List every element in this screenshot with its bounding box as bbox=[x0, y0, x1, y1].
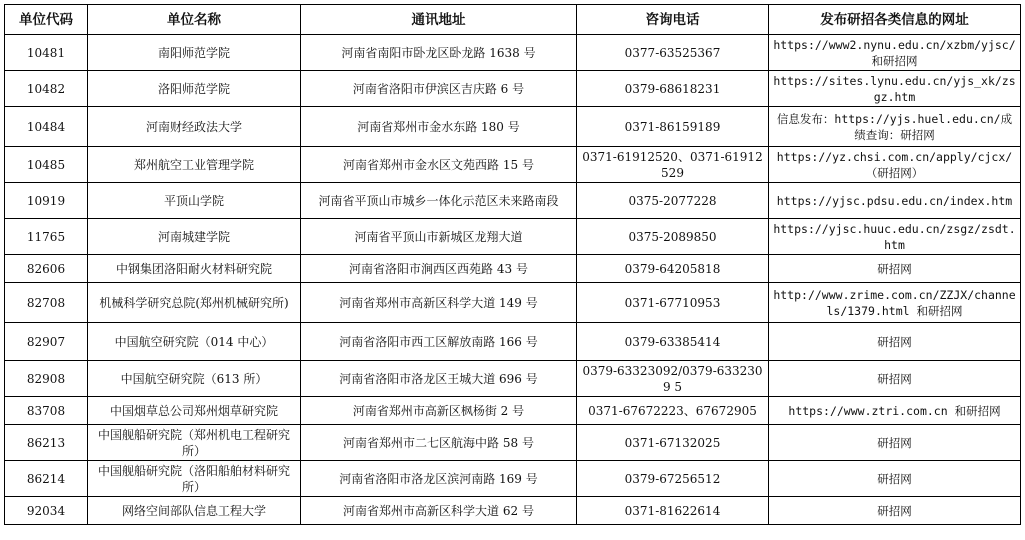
table-row bbox=[5, 71, 1021, 107]
cell-code: 82908 bbox=[5, 361, 88, 397]
table-row bbox=[5, 183, 1021, 219]
cell-phone: 0379-63385414 bbox=[577, 323, 769, 361]
cell-code: 10485 bbox=[5, 147, 88, 183]
cell-website: http://www.zrime.com.cn/ZZJX/channels/1379.html 和研招网 bbox=[769, 283, 1021, 323]
cell-website: 研招网 bbox=[769, 255, 1021, 283]
header-name: 单位名称 bbox=[88, 5, 301, 35]
table-row bbox=[5, 255, 1021, 283]
cell-address: 河南省洛阳市洛龙区王城大道 696 号 bbox=[301, 361, 577, 397]
cell-code: 11765 bbox=[5, 219, 88, 255]
table-header bbox=[5, 5, 1021, 35]
cell-website: https://yz.chsi.com.cn/apply/cjcx/（研招网） bbox=[769, 147, 1021, 183]
cell-address: 河南省郑州市高新区枫杨街 2 号 bbox=[301, 397, 577, 425]
cell-code: 82907 bbox=[5, 323, 88, 361]
cell-code: 86214 bbox=[5, 461, 88, 497]
cell-phone: 0379-68618231 bbox=[577, 71, 769, 107]
cell-address: 河南省郑州市二七区航海中路 58 号 bbox=[301, 425, 577, 461]
document bbox=[4, 4, 1021, 525]
cell-name: 郑州航空工业管理学院 bbox=[88, 147, 301, 183]
cell-website: 研招网 bbox=[769, 497, 1021, 525]
table-row bbox=[5, 107, 1021, 147]
cell-name: 机械科学研究总院(郑州机械研究所) bbox=[88, 283, 301, 323]
cell-phone: 0379-67256512 bbox=[577, 461, 769, 497]
cell-phone: 0375-2077228 bbox=[577, 183, 769, 219]
header-code: 单位代码 bbox=[5, 5, 88, 35]
cell-website: https://www2.nynu.edu.cn/xzbm/yjsc/和研招网 bbox=[769, 35, 1021, 71]
cell-code: 82708 bbox=[5, 283, 88, 323]
header-phone: 咨询电话 bbox=[577, 5, 769, 35]
table-row bbox=[5, 461, 1021, 497]
cell-website: https://yjsc.pdsu.edu.cn/index.htm bbox=[769, 183, 1021, 219]
cell-website: 研招网 bbox=[769, 323, 1021, 361]
cell-code: 83708 bbox=[5, 397, 88, 425]
cell-code: 86213 bbox=[5, 425, 88, 461]
header-address: 通讯地址 bbox=[301, 5, 577, 35]
cell-address: 河南省洛阳市涧西区西苑路 43 号 bbox=[301, 255, 577, 283]
cell-name: 中国舰船研究院（郑州机电工程研究所） bbox=[88, 425, 301, 461]
cell-name: 平顶山学院 bbox=[88, 183, 301, 219]
cell-website: 研招网 bbox=[769, 461, 1021, 497]
cell-name: 中国烟草总公司郑州烟草研究院 bbox=[88, 397, 301, 425]
cell-phone: 0379-64205818 bbox=[577, 255, 769, 283]
cell-phone: 0371-67132025 bbox=[577, 425, 769, 461]
cell-code: 82606 bbox=[5, 255, 88, 283]
cell-name: 河南城建学院 bbox=[88, 219, 301, 255]
cell-name: 中国舰船研究院（洛阳船舶材料研究所） bbox=[88, 461, 301, 497]
cell-phone: 0377-63525367 bbox=[577, 35, 769, 71]
header-website: 发布研招各类信息的网址 bbox=[769, 5, 1021, 35]
table-row bbox=[5, 147, 1021, 183]
table-body bbox=[5, 35, 1021, 525]
cell-address: 河南省平顶山市新城区龙翔大道 bbox=[301, 219, 577, 255]
cell-address: 河南省郑州市高新区科学大道 62 号 bbox=[301, 497, 577, 525]
cell-code: 10919 bbox=[5, 183, 88, 219]
table-row bbox=[5, 497, 1021, 525]
cell-address: 河南省洛阳市西工区解放南路 166 号 bbox=[301, 323, 577, 361]
cell-phone: 0371-67710953 bbox=[577, 283, 769, 323]
cell-website: https://yjsc.huuc.edu.cn/zsgz/zsdt.htm bbox=[769, 219, 1021, 255]
cell-name: 中钢集团洛阳耐火材料研究院 bbox=[88, 255, 301, 283]
cell-address: 河南省郑州市金水东路 180 号 bbox=[301, 107, 577, 147]
cell-website: 研招网 bbox=[769, 361, 1021, 397]
table-row bbox=[5, 425, 1021, 461]
table-row bbox=[5, 219, 1021, 255]
cell-name: 河南财经政法大学 bbox=[88, 107, 301, 147]
table-row bbox=[5, 283, 1021, 323]
cell-phone: 0371-86159189 bbox=[577, 107, 769, 147]
cell-phone: 0379-63323092/0379-6332309 5 bbox=[577, 361, 769, 397]
cell-website: 研招网 bbox=[769, 425, 1021, 461]
cell-address: 河南省郑州市高新区科学大道 149 号 bbox=[301, 283, 577, 323]
cell-address: 河南省南阳市卧龙区卧龙路 1638 号 bbox=[301, 35, 577, 71]
cell-name: 网络空间部队信息工程大学 bbox=[88, 497, 301, 525]
cell-phone: 0371-61912520、0371-61912529 bbox=[577, 147, 769, 183]
cell-code: 92034 bbox=[5, 497, 88, 525]
table-row bbox=[5, 35, 1021, 71]
cell-phone: 0375-2089850 bbox=[577, 219, 769, 255]
cell-address: 河南省洛阳市洛龙区滨河南路 169 号 bbox=[301, 461, 577, 497]
cell-code: 10481 bbox=[5, 35, 88, 71]
cell-name: 中国航空研究院（613 所） bbox=[88, 361, 301, 397]
cell-phone: 0371-67672223、67672905 bbox=[577, 397, 769, 425]
cell-website: https://sites.lynu.edu.cn/yjs_xk/zsgz.htm bbox=[769, 71, 1021, 107]
cell-website: https://www.ztri.com.cn 和研招网 bbox=[769, 397, 1021, 425]
table-row bbox=[5, 323, 1021, 361]
cell-website: 信息发布：https://yjs.huel.edu.cn/成绩查询：研招网 bbox=[769, 107, 1021, 147]
cell-name: 洛阳师范学院 bbox=[88, 71, 301, 107]
cell-address: 河南省郑州市金水区文苑西路 15 号 bbox=[301, 147, 577, 183]
table-row bbox=[5, 397, 1021, 425]
cell-address: 河南省平顶山市城乡一体化示范区未来路南段 bbox=[301, 183, 577, 219]
cell-name: 中国航空研究院（014 中心） bbox=[88, 323, 301, 361]
cell-name: 南阳师范学院 bbox=[88, 35, 301, 71]
table-row bbox=[5, 361, 1021, 397]
cell-code: 10482 bbox=[5, 71, 88, 107]
institution-table bbox=[4, 4, 1021, 525]
cell-code: 10484 bbox=[5, 107, 88, 147]
header-row bbox=[5, 5, 1021, 35]
cell-address: 河南省洛阳市伊滨区吉庆路 6 号 bbox=[301, 71, 577, 107]
cell-phone: 0371-81622614 bbox=[577, 497, 769, 525]
